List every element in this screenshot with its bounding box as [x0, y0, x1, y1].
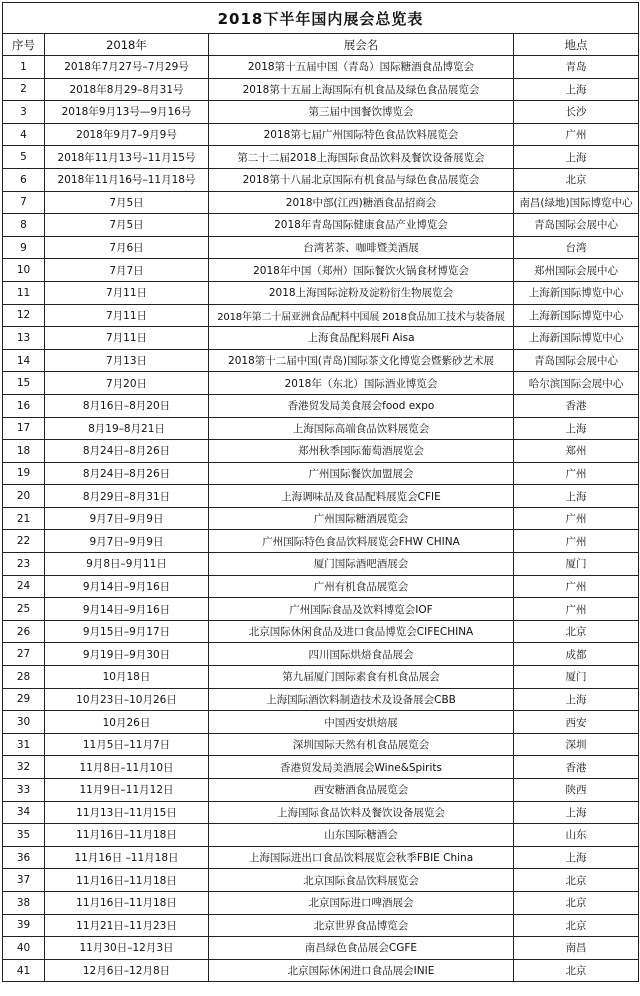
- row-location: 深圳: [514, 733, 639, 756]
- row-number: 20: [3, 485, 45, 508]
- row-location: 西安: [514, 711, 639, 734]
- row-exhibition-name: 上海调味品及食品配料展览会CFIE: [209, 485, 514, 508]
- row-exhibition-name: 2018第十五届中国（青岛）国际糖酒食品博览会: [209, 56, 514, 79]
- row-exhibition-name: 西安糖酒食品展览会: [209, 779, 514, 802]
- row-location: 上海: [514, 846, 639, 869]
- table-row: [3, 56, 639, 79]
- table-row: [3, 146, 639, 169]
- row-number: 15: [3, 372, 45, 395]
- row-number: 39: [3, 914, 45, 937]
- row-location: 厦门: [514, 553, 639, 576]
- table-row: [3, 756, 639, 779]
- row-number: 22: [3, 530, 45, 553]
- table-row: [3, 598, 639, 621]
- row-exhibition-name: 北京国际休闲食品及进口食品博览会CIFECHINA: [209, 620, 514, 643]
- row-location: 上海新国际博览中心: [514, 304, 639, 327]
- row-location: 上海: [514, 146, 639, 169]
- row-date: 8月19–8月21日: [45, 417, 209, 440]
- row-exhibition-name: 广州国际特色食品饮料展览会FHW CHINA: [209, 530, 514, 553]
- row-exhibition-name: 山东国际糖酒会: [209, 824, 514, 847]
- row-location: 香港: [514, 756, 639, 779]
- row-exhibition-name: 2018第十二届中国(青岛)国际茶文化博览会暨紫砂艺术展: [209, 349, 514, 372]
- table-row: [3, 846, 639, 869]
- row-location: 上海新国际博览中心: [514, 327, 639, 350]
- table-row: [3, 394, 639, 417]
- row-exhibition-name: 广州有机食品展览会: [209, 575, 514, 598]
- header-exhibition-name: 展会名: [209, 34, 514, 56]
- row-location: 北京: [514, 959, 639, 982]
- row-location: 郑州国际会展中心: [514, 259, 639, 282]
- row-exhibition-name: 2018年第二十届亚洲食品配料中国展 2018食品加工技术与装备展: [209, 304, 514, 327]
- row-location: 台湾: [514, 236, 639, 259]
- row-location: 上海: [514, 417, 639, 440]
- row-number: 24: [3, 575, 45, 598]
- table-title: 2018下半年国内展会总览表: [3, 3, 639, 34]
- row-number: 40: [3, 937, 45, 960]
- row-location: 北京: [514, 891, 639, 914]
- row-number: 12: [3, 304, 45, 327]
- row-number: 34: [3, 801, 45, 824]
- row-number: 9: [3, 236, 45, 259]
- row-date: 9月15日–9月17日: [45, 620, 209, 643]
- row-exhibition-name: 厦门国际酒吧酒展会: [209, 553, 514, 576]
- row-location: 上海新国际博览中心: [514, 281, 639, 304]
- row-exhibition-name: 广州国际餐饮加盟展会: [209, 462, 514, 485]
- row-date: 2018年8月29–8月31号: [45, 78, 209, 101]
- row-location: 南昌(绿地)国际博览中心: [514, 191, 639, 214]
- row-exhibition-name: 香港贸发局美食展会food expo: [209, 394, 514, 417]
- row-exhibition-name: 2018年（东北）国际酒业博览会: [209, 372, 514, 395]
- table-row: [3, 349, 639, 372]
- table-row: [3, 688, 639, 711]
- row-date: 11月16日–11月18日: [45, 891, 209, 914]
- header-number: 序号: [3, 34, 45, 56]
- row-exhibition-name: 北京国际休闲进口食品展会INIE: [209, 959, 514, 982]
- row-date: 10月18日: [45, 666, 209, 689]
- row-exhibition-name: 第九届厦门国际素食有机食品展会: [209, 666, 514, 689]
- row-exhibition-name: 2018中部(江西)糖酒食品招商会: [209, 191, 514, 214]
- row-number: 35: [3, 824, 45, 847]
- row-date: 9月8日–9月11日: [45, 553, 209, 576]
- row-location: 厦门: [514, 666, 639, 689]
- row-number: 13: [3, 327, 45, 350]
- row-exhibition-name: 2018第七届广州国际特色食品饮料展览会: [209, 123, 514, 146]
- row-exhibition-name: 上海国际进出口食品饮料展览会秋季FBIE China: [209, 846, 514, 869]
- row-number: 33: [3, 779, 45, 802]
- table-row: [3, 575, 639, 598]
- header-location: 地点: [514, 34, 639, 56]
- row-date: 12月6日–12月8日: [45, 959, 209, 982]
- row-location: 上海: [514, 485, 639, 508]
- row-date: 10月23日–10月26日: [45, 688, 209, 711]
- row-location: 陕西: [514, 779, 639, 802]
- row-date: 7月13日: [45, 349, 209, 372]
- row-exhibition-name: 2018第十八届北京国际有机食品与绿色食品展览会: [209, 168, 514, 191]
- row-number: 17: [3, 417, 45, 440]
- row-date: 8月24日–8月26日: [45, 462, 209, 485]
- table-row: [3, 666, 639, 689]
- row-number: 5: [3, 146, 45, 169]
- table-row: [3, 281, 639, 304]
- row-exhibition-name: 台湾茗茶、咖啡暨美酒展: [209, 236, 514, 259]
- row-exhibition-name: 2018上海国际淀粉及淀粉衍生物展览会: [209, 281, 514, 304]
- row-number: 10: [3, 259, 45, 282]
- row-number: 16: [3, 394, 45, 417]
- row-number: 3: [3, 101, 45, 124]
- table-row: [3, 259, 639, 282]
- exhibition-table: [2, 2, 639, 982]
- row-number: 38: [3, 891, 45, 914]
- row-location: 广州: [514, 575, 639, 598]
- row-exhibition-name: 上海国际酒饮料制造技术及设备展会CBB: [209, 688, 514, 711]
- row-location: 广州: [514, 598, 639, 621]
- row-date: 11月16日–11月18日: [45, 824, 209, 847]
- header-row: [3, 34, 639, 56]
- row-number: 21: [3, 507, 45, 530]
- row-date: 10月26日: [45, 711, 209, 734]
- row-location: 青岛: [514, 56, 639, 79]
- row-exhibition-name: 南昌绿色食品展会CGFE: [209, 937, 514, 960]
- table-row: [3, 372, 639, 395]
- table-row: [3, 78, 639, 101]
- row-date: 2018年11月16号–11月18号: [45, 168, 209, 191]
- row-date: 2018年7月27号–7月29号: [45, 56, 209, 79]
- row-date: 8月16日–8月20日: [45, 394, 209, 417]
- row-location: 广州: [514, 530, 639, 553]
- title-row: [3, 3, 639, 34]
- table-row: [3, 168, 639, 191]
- row-date: 11月8日–11月10日: [45, 756, 209, 779]
- row-number: 27: [3, 643, 45, 666]
- row-number: 30: [3, 711, 45, 734]
- row-date: 7月11日: [45, 281, 209, 304]
- table-row: [3, 530, 639, 553]
- table-row: [3, 304, 639, 327]
- row-number: 19: [3, 462, 45, 485]
- row-number: 37: [3, 869, 45, 892]
- row-exhibition-name: 深圳国际天然有机食品展览会: [209, 733, 514, 756]
- table-row: [3, 507, 639, 530]
- row-number: 36: [3, 846, 45, 869]
- row-location: 广州: [514, 507, 639, 530]
- row-location: 哈尔滨国际会展中心: [514, 372, 639, 395]
- table-row: [3, 801, 639, 824]
- row-exhibition-name: 四川国际烘焙食品展会: [209, 643, 514, 666]
- row-location: 郑州: [514, 440, 639, 463]
- row-location: 长沙: [514, 101, 639, 124]
- row-exhibition-name: 中国西安烘焙展: [209, 711, 514, 734]
- row-date: 11月16日–11月18日: [45, 869, 209, 892]
- row-number: 23: [3, 553, 45, 576]
- row-location: 香港: [514, 394, 639, 417]
- row-date: 11月21日–11月23日: [45, 914, 209, 937]
- row-location: 青岛国际会展中心: [514, 214, 639, 237]
- row-number: 41: [3, 959, 45, 982]
- row-exhibition-name: 2018第十五届上海国际有机食品及绿色食品展览会: [209, 78, 514, 101]
- row-location: 青岛国际会展中心: [514, 349, 639, 372]
- row-exhibition-name: 北京国际进口啤酒展会: [209, 891, 514, 914]
- row-date: 11月13日–11月15日: [45, 801, 209, 824]
- row-exhibition-name: 郑州秋季国际葡萄酒展览会: [209, 440, 514, 463]
- row-date: 8月29日–8月31日: [45, 485, 209, 508]
- row-date: 11月9日–11月12日: [45, 779, 209, 802]
- table-row: [3, 327, 639, 350]
- row-date: 7月6日: [45, 236, 209, 259]
- row-number: 25: [3, 598, 45, 621]
- row-date: 9月14日–9月16日: [45, 575, 209, 598]
- table-row: [3, 937, 639, 960]
- row-number: 31: [3, 733, 45, 756]
- table-row: [3, 620, 639, 643]
- row-location: 北京: [514, 168, 639, 191]
- row-exhibition-name: 香港贸发局美酒展会Wine&Spirits: [209, 756, 514, 779]
- row-number: 4: [3, 123, 45, 146]
- row-number: 14: [3, 349, 45, 372]
- row-date: 7月11日: [45, 327, 209, 350]
- row-exhibition-name: 2018年青岛国际健康食品产业博览会: [209, 214, 514, 237]
- table-row: [3, 440, 639, 463]
- row-date: 8月24日–8月26日: [45, 440, 209, 463]
- row-number: 28: [3, 666, 45, 689]
- row-location: 成都: [514, 643, 639, 666]
- table-row: [3, 914, 639, 937]
- row-location: 北京: [514, 620, 639, 643]
- table-row: [3, 824, 639, 847]
- table-row: [3, 711, 639, 734]
- row-date: 9月19日–9月30日: [45, 643, 209, 666]
- row-number: 11: [3, 281, 45, 304]
- row-number: 2: [3, 78, 45, 101]
- row-number: 18: [3, 440, 45, 463]
- row-date: 2018年9月13号—9月16号: [45, 101, 209, 124]
- table-row: [3, 236, 639, 259]
- row-date: 9月7日–9月9日: [45, 507, 209, 530]
- table-row: [3, 733, 639, 756]
- table-row: [3, 891, 639, 914]
- table-body: [3, 56, 639, 982]
- row-number: 6: [3, 168, 45, 191]
- row-date: 7月5日: [45, 214, 209, 237]
- row-exhibition-name: 上海国际高端食品饮料展览会: [209, 417, 514, 440]
- row-exhibition-name: 广州国际糖酒展览会: [209, 507, 514, 530]
- row-location: 广州: [514, 462, 639, 485]
- row-exhibition-name: 第二十二届2018上海国际食品饮料及餐饮设备展览会: [209, 146, 514, 169]
- table-row: [3, 779, 639, 802]
- row-date: 9月14日–9月16日: [45, 598, 209, 621]
- row-number: 29: [3, 688, 45, 711]
- row-exhibition-name: 广州国际食品及饮料博览会IOF: [209, 598, 514, 621]
- table-row: [3, 417, 639, 440]
- row-location: 上海: [514, 78, 639, 101]
- table-row: [3, 191, 639, 214]
- row-location: 北京: [514, 914, 639, 937]
- table-row: [3, 101, 639, 124]
- row-number: 26: [3, 620, 45, 643]
- row-exhibition-name: 上海国际食品饮料及餐饮设备展览会: [209, 801, 514, 824]
- table-row: [3, 462, 639, 485]
- row-number: 7: [3, 191, 45, 214]
- row-date: 11月16日 –11月18日: [45, 846, 209, 869]
- row-number: 32: [3, 756, 45, 779]
- table-row: [3, 553, 639, 576]
- row-exhibition-name: 北京国际食品饮料展览会: [209, 869, 514, 892]
- table-row: [3, 485, 639, 508]
- row-date: 7月20日: [45, 372, 209, 395]
- table-row: [3, 123, 639, 146]
- row-number: 8: [3, 214, 45, 237]
- row-location: 上海: [514, 801, 639, 824]
- row-location: 山东: [514, 824, 639, 847]
- row-date: 11月5日–11月7日: [45, 733, 209, 756]
- row-location: 南昌: [514, 937, 639, 960]
- row-exhibition-name: 北京世界食品博览会: [209, 914, 514, 937]
- table-row: [3, 869, 639, 892]
- row-number: 1: [3, 56, 45, 79]
- row-exhibition-name: 上海食品配料展Fi Aisa: [209, 327, 514, 350]
- row-date: 7月11日: [45, 304, 209, 327]
- header-date: 2018年: [45, 34, 209, 56]
- row-exhibition-name: 2018年中国（郑州）国际餐饮火锅食材博览会: [209, 259, 514, 282]
- table-row: [3, 214, 639, 237]
- row-location: 北京: [514, 869, 639, 892]
- row-date: 2018年11月13号–11月15号: [45, 146, 209, 169]
- row-date: 7月7日: [45, 259, 209, 282]
- row-date: 2018年9月7–9月9号: [45, 123, 209, 146]
- row-exhibition-name: 第三届中国餐饮博览会: [209, 101, 514, 124]
- table-row: [3, 643, 639, 666]
- row-date: 9月7日–9月9日: [45, 530, 209, 553]
- table-row: [3, 959, 639, 982]
- row-location: 广州: [514, 123, 639, 146]
- row-date: 7月5日: [45, 191, 209, 214]
- row-date: 11月30日–12月3日: [45, 937, 209, 960]
- row-location: 上海: [514, 688, 639, 711]
